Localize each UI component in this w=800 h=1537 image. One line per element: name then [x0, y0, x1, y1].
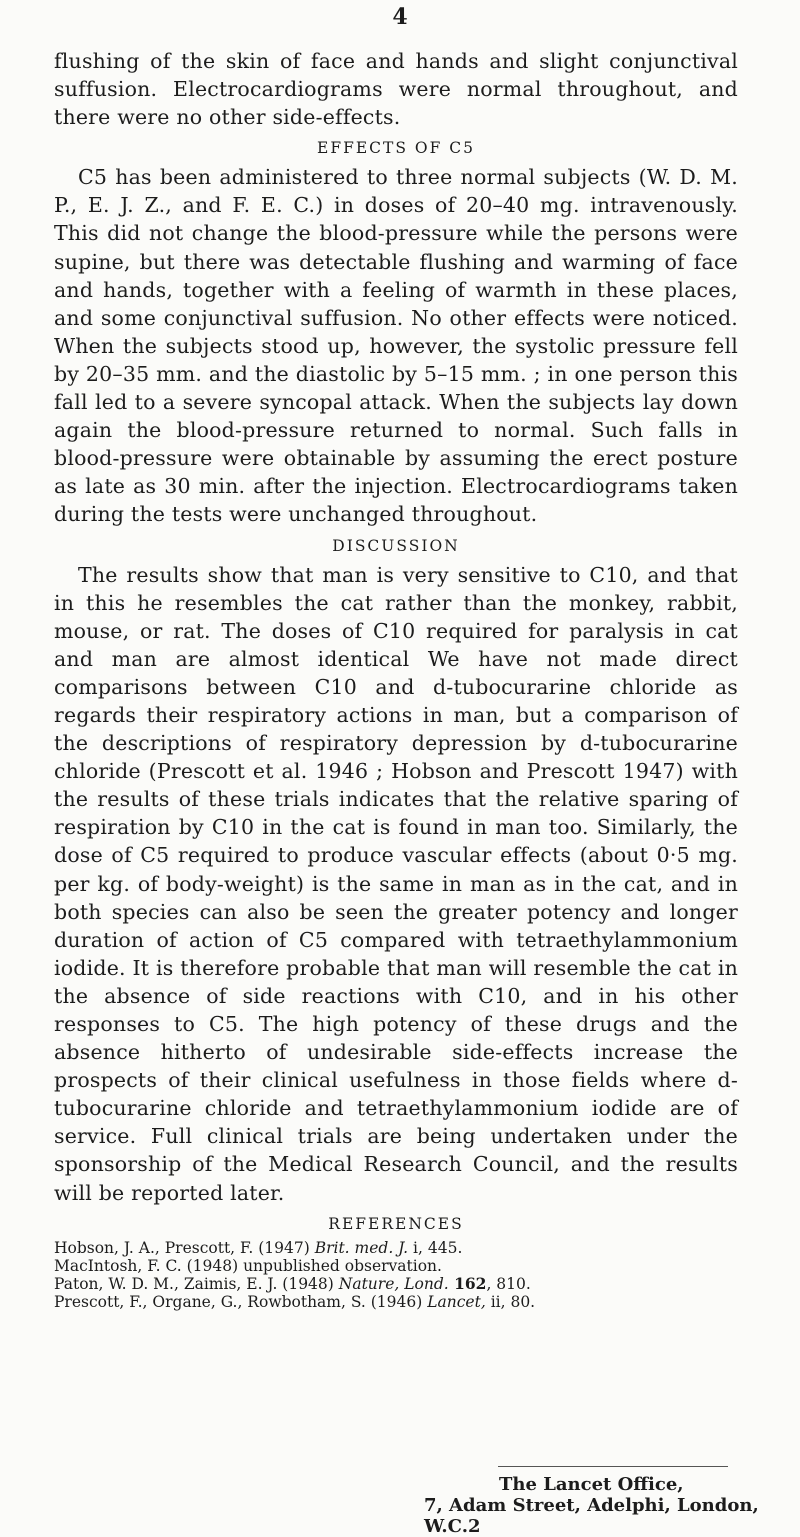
footer-line-2: 7, Adam Street, Adelphi, London, W.C.2 — [424, 1495, 759, 1537]
discussion-paragraph: The results show that man is very sensitive to C10, and that in this he resembles the cat rather than the monkey, rabbit, mouse, or rat. The doses of C10 required for paralysis in cat and man are almost identical We have not made direct comparisons between C10 and d-tubocurarine chloride as regards their respiratory actions in man, but a comparison of the descriptions of respiratory depression by d-tubocurarine chloride (Prescott et al. 1946 ; Hobson and Prescott 1947) with the results of these trials indicates that the relative sparing of respiration by C10 in the cat is found in man too. Similarly, the dose of C5 required to produce vascular effects (about 0·5 mg. per kg. of body-weight) is the same in man as in the cat, and in both species can also be seen the greater potency and longer duration of action of C5 compared with tetraethylammonium iodide. It is therefore probable that man will resemble the cat in the absence of side reactions with C10, and in his other responses to C5. The high potency of these drugs and the absence hitherto of undesirable side-effects increase the prospects of their clinical usefulness in those fields where d-tubocurarine chloride and tetraethylammonium iodide are of service. Full clinical trials are being undertaken under the sponsorship of the Medical Research Council, and the results will be reported later. — [54, 562, 738, 1205]
effects-heading: EFFECTS OF C5 — [317, 139, 475, 158]
reference-item: Hobson, J. A., Prescott, F. (1947) Brit. med. J. i, 445. — [54, 1238, 463, 1257]
reference-item: Paton, W. D. M., Zaimis, E. J. (1948) Nature, Lond. 162, 810. — [54, 1273, 531, 1293]
footer-line-1: The Lancet Office, — [499, 1474, 684, 1495]
references-heading: REFERENCES — [328, 1214, 464, 1233]
discussion-heading: DISCUSSION — [332, 536, 460, 555]
page-number: 4 — [392, 4, 408, 30]
reference-item: MacIntosh, F. C. (1948) unpublished observation. — [54, 1256, 442, 1275]
footer-address — [0, 1474, 800, 1537]
reference-item: Prescott, F., Organe, G., Rowbotham, S. (1946) Lancet, ii, 80. — [54, 1292, 536, 1311]
effects-paragraph: C5 has been administered to three normal subjects (W. D. M. P., E. J. Z., and F. E. C.) in doses of 20–40 mg. intravenously. This did not change the blood-pressure while the persons were supine, but there was detectable flushing and warming of face and hands, together with a feeling of warmth in these places, and some conjunctival suffusion. No other effects were noticed. When the subjects stood up, however, the systolic pressure fell by 20–35 mm. and the diastolic by 5–15 mm. ; in one person this fall led to a severe syncopal attack. When the subjects lay down again the blood-pressure returned to normal. Such falls in blood-pressure were obtainable by assuming the erect posture as late as 30 min. after the injection. Electrocardiograms taken during the tests were unchanged throughout. — [54, 165, 738, 527]
article-body — [54, 47, 738, 1311]
reference-list — [54, 1239, 738, 1311]
intro-paragraph: flushing of the skin of face and hands and slight conjunctival suffusion. Electrocardiograms were normal throughout, and there were no other side-effects. — [54, 49, 738, 130]
footer-divider — [498, 1466, 728, 1467]
